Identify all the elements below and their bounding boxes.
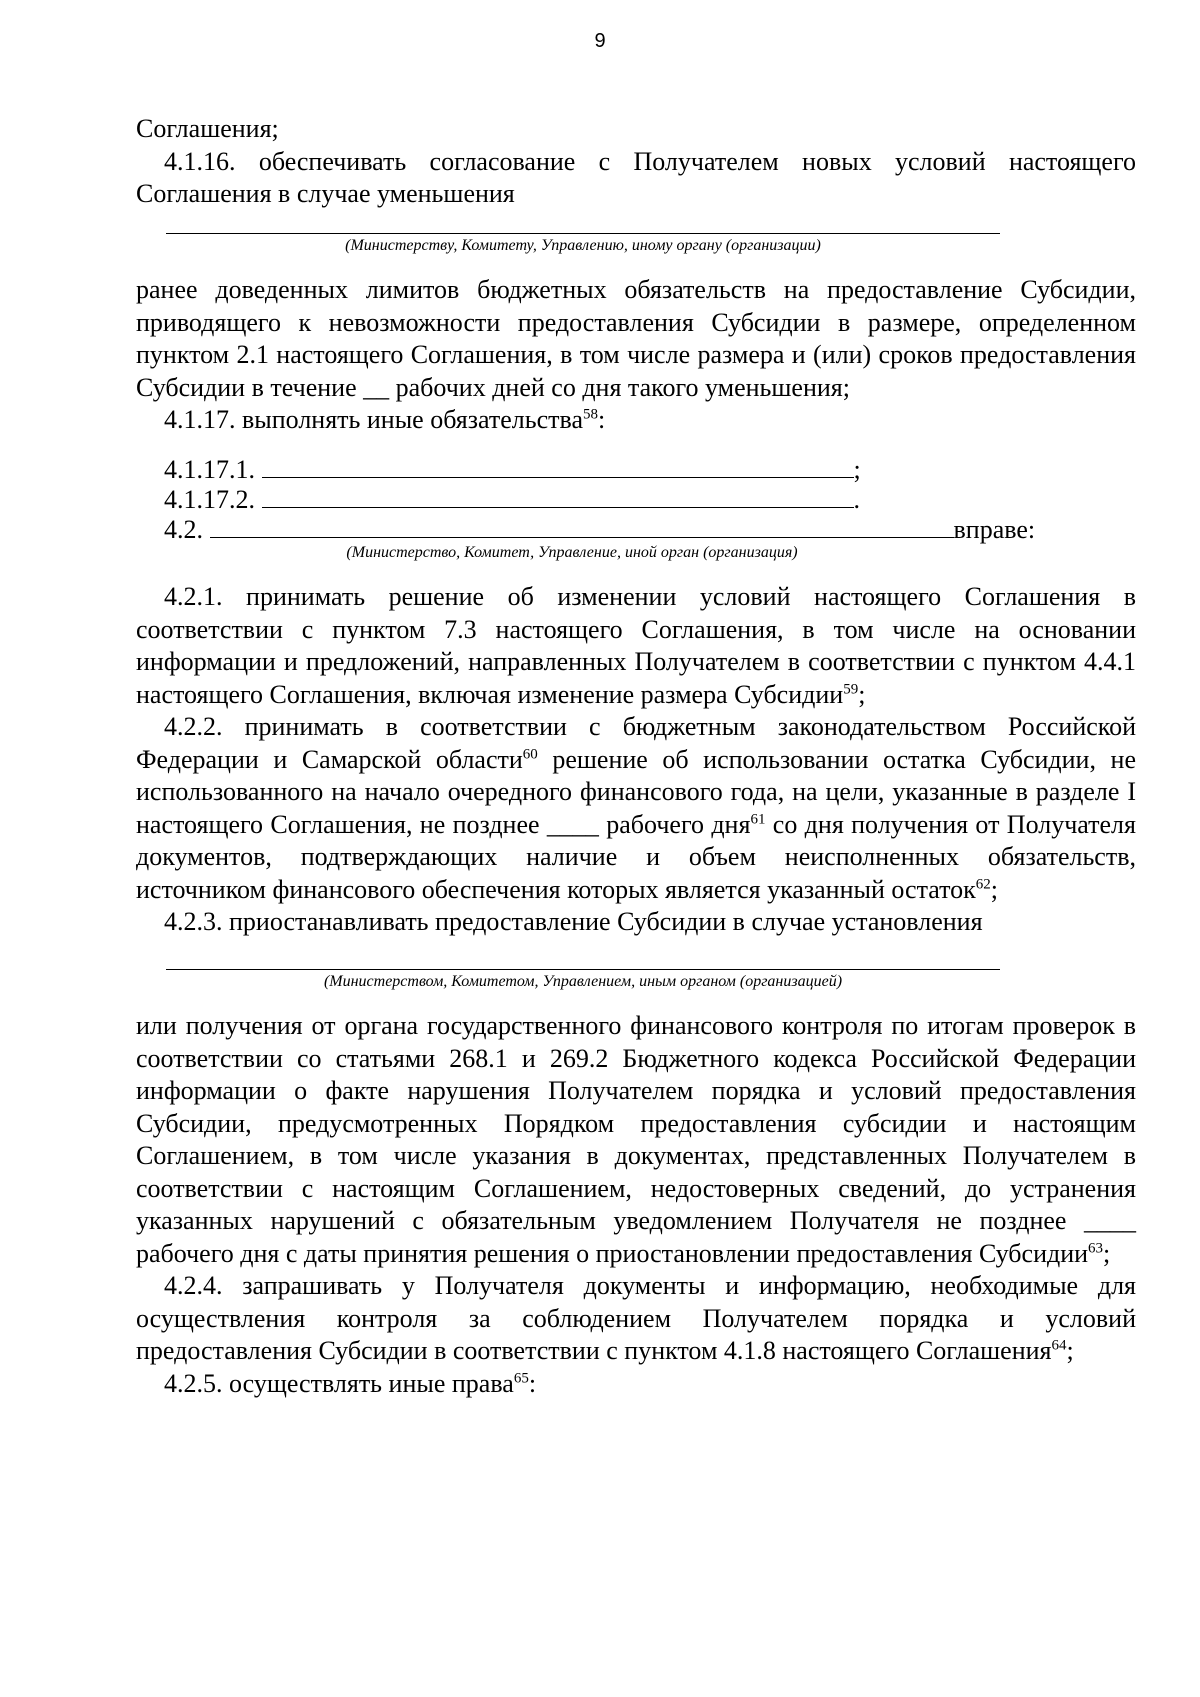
- footnote-62: 62: [975, 875, 991, 892]
- footnote-59: 59: [843, 680, 859, 697]
- text-block-2: [136, 274, 1136, 437]
- paragraph-4-2-4: 4.2.4. запрашивать у Получателя документы и информацию, необходимые для осуществления контроля за соблюдением Получателем порядка и условий предоставления Субсидии в соответствии с пунктом 4.1.8 настоящего Соглашения$^{64}$;: [136, 1271, 1136, 1365]
- fill-line-1: [166, 233, 1000, 234]
- item-4-2-blank: [210, 515, 954, 538]
- footnote-58: 58: [583, 406, 599, 423]
- text-block-1: [136, 113, 1136, 211]
- footnote-63: 63: [1088, 1239, 1104, 1256]
- paragraph-4-1-16-line2: Соглашения в случае уменьшения: [136, 179, 515, 208]
- caption-ministry-instrumental: (Министерством, Комитетом, Управлением, иным органом (организацией): [323, 973, 843, 990]
- paragraph-intro: Соглашения;: [136, 114, 279, 143]
- paragraph-suspension: или получения от органа государственного финансового контроля по итогам проверок в соответствии со статьями 268.1 и 269.2 Бюджетного кодекса Российской Федерации информации о факте нарушения Получателем порядка и условий предоставления Субсидии, предусмотренных Порядком предоставления субсидии и настоящим Соглашением, в том числе указания в документах, представленных Получателем в соответствии с настоящим Соглашением, недостоверных сведений, до устранения указанных нарушений с обязательным уведомлением Получателя не позднее ____ рабочего дня с даты принятия решения о приостановлении предоставления Субсидии$^{63}$;: [136, 1011, 1136, 1268]
- item-4-1-17-2: 4.1.17.2. .: [164, 485, 860, 514]
- footnote-60: 60: [522, 745, 538, 762]
- item-4-2: 4.2. вправе:: [164, 515, 1036, 544]
- footnote-61: 61: [750, 810, 766, 827]
- text-block-3: [136, 581, 1136, 939]
- item-4-1-17-2-blank: [262, 485, 854, 508]
- paragraph-4-1-16-line1: 4.1.16. обеспечивать согласование с Получателем новых условий настоящего: [164, 146, 1136, 176]
- paragraph-4-2-1: 4.2.1. принимать решение об изменении условий настоящего Соглашения в соответствии с пунктом 7.3 настоящего Соглашения, в том числе на основании информации и предложений, направленных Получателем в соответствии с пунктом 4.4.1 настоящего Соглашения, включая изменение размера Субсидии$^{59}$;: [136, 582, 1136, 709]
- footnote-65: 65: [513, 1369, 529, 1386]
- paragraph-4-2-2: 4.2.2. принимать в соответствии с бюджетным законодательством Российской Федерации и Самарской области$^{60}$ решение об использовании остатка Субсидии, не использованного на начало очередного финансового года, на цели, указанные в разделе I настоящего Соглашения, не позднее ____ рабочего дня$^{61}$ со дня получения от Получателя документов, подтверждающих наличие и объем неисполненных обязательств, источником финансового обеспечения которых является указанный остаток$^{62}$;: [136, 712, 1136, 904]
- item-4-1-17-1-blank: [262, 455, 854, 478]
- page-number: 9: [594, 30, 606, 52]
- paragraph-4-1-17: 4.1.17. выполнять иные обязательства$^{58}$:: [164, 405, 606, 434]
- fill-line-2: [166, 969, 1000, 970]
- item-4-1-17-1: 4.1.17.1. ;: [164, 455, 861, 484]
- item-4-1-17-2-label: 4.1.17.2.: [164, 485, 255, 514]
- item-4-2-label: 4.2.: [164, 515, 203, 544]
- paragraph-4-1-16: [136, 146, 1136, 211]
- caption-ministry-nominative: (Министерство, Комитет, Управление, иной орган (организация): [346, 544, 798, 561]
- caption-ministry-dative: (Министерству, Комитету, Управлению, иному органу (организации): [345, 237, 821, 254]
- paragraph-4-2-3: 4.2.3. приостанавливать предоставление Субсидии в случае установления: [164, 907, 983, 936]
- paragraph-limits: ранее доведенных лимитов бюджетных обязательств на предоставление Субсидии, приводящего к невозможности предоставления Субсидии в размере, определенном пунктом 2.1 настоящего Соглашения, в том числе размера и (или) сроков предоставления Субсидии в течение __ рабочих дней со дня такого уменьшения;: [136, 275, 1136, 402]
- footnote-64: 64: [1051, 1337, 1067, 1354]
- text-block-4: [136, 1010, 1136, 1400]
- item-4-1-17-1-label: 4.1.17.1.: [164, 455, 255, 484]
- paragraph-4-2-5: 4.2.5. осуществлять иные права$^{65}$:: [164, 1368, 537, 1398]
